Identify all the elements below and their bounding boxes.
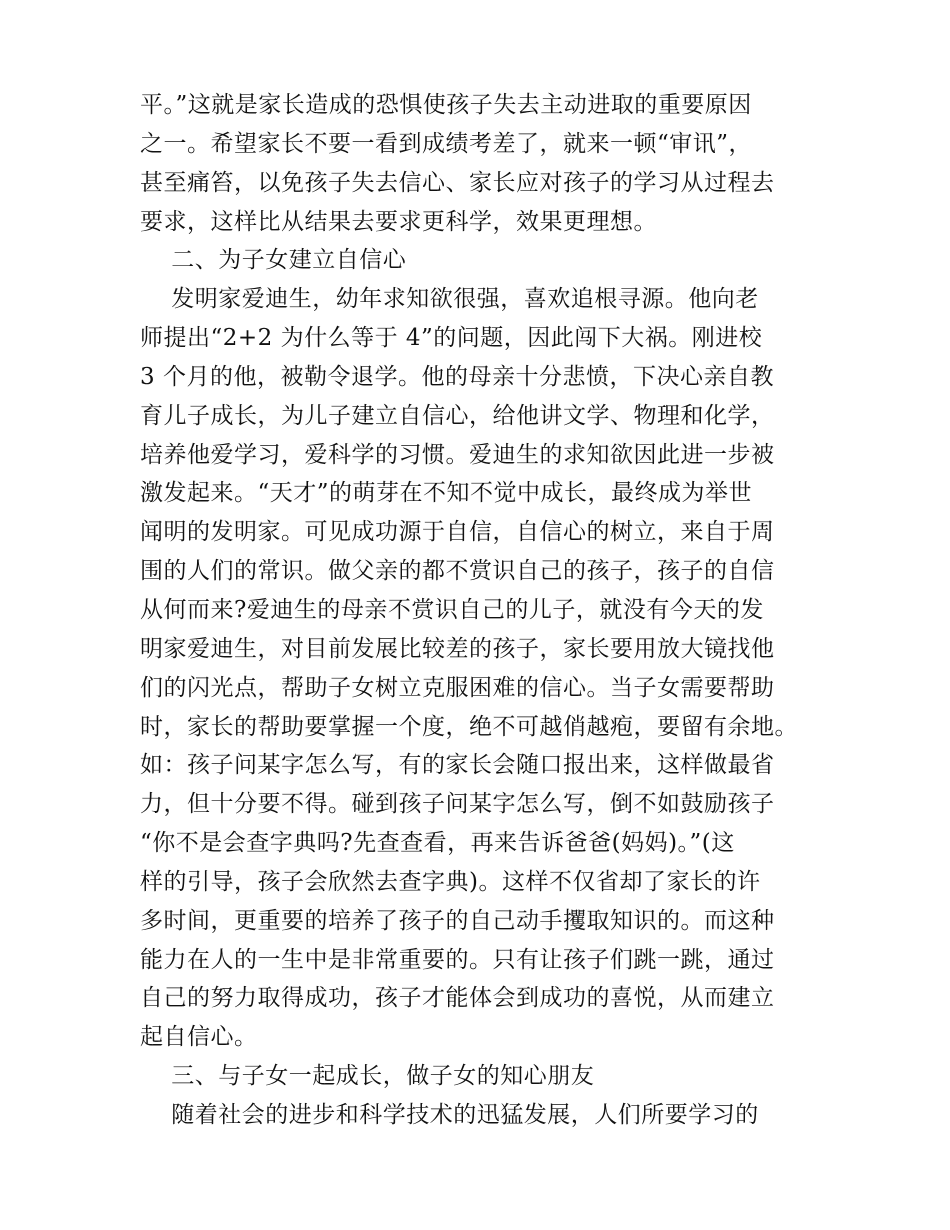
text-line: 平。”这就是家长造成的恐惧使孩子失去主动进取的重要原因 bbox=[140, 92, 752, 118]
text-line: 发明家爱迪生，幼年求知欲很强，喜欢追根寻源。他向老 bbox=[140, 286, 759, 313]
text-line: 多时间，更重要的培养了孩子的自己动手攫取知识的。而这种 bbox=[140, 907, 775, 934]
text-line: 时，家长的帮助要掌握一个度，绝不可越俏越疱，要留有余地。 bbox=[140, 713, 798, 740]
section-heading: 二、为子女建立自信心 bbox=[140, 247, 407, 274]
body-text bbox=[140, 86, 820, 1135]
text-line: 明家爱迪生，对目前发展比较差的孩子，家长要用放大镜找他 bbox=[140, 635, 775, 662]
text-line: 要求，这样比从结果去要求更科学，效果更理想。 bbox=[140, 208, 657, 235]
text-line: 3 个月的他，被勒令退学。他的母亲十分悲愤，下决心亲自教 bbox=[140, 363, 774, 390]
text-line: 们的闪光点，帮助子女树立克服困难的信心。当子女需要帮助 bbox=[140, 674, 775, 701]
text-line: 样的引导，孩子会欣然去查字典)。这样不仅省却了家长的许 bbox=[140, 868, 761, 895]
text-line: 如：孩子问某字怎么写，有的家长会随口报出来，这样做最省 bbox=[140, 752, 775, 779]
text-line: 激发起来。“天才”的萌芽在不知不觉中成长，最终成为举世 bbox=[140, 480, 753, 507]
text-line: 甚至痛笞，以免孩子失去信心、家长应对孩子的学习从过程去 bbox=[140, 169, 775, 196]
text-line: 闻明的发明家。可见成功源于自信，自信心的树立，来自于周 bbox=[140, 519, 775, 546]
text-line: 起自信心。 bbox=[140, 1024, 258, 1051]
text-line: 围的人们的常识。做父亲的都不赏识自己的孩子，孩子的自信 bbox=[140, 558, 775, 585]
text-line: 自己的努力取得成功，孩子才能体会到成功的喜悦，从而建立 bbox=[140, 985, 775, 1012]
text-line: 从何而来?爱迪生的母亲不赏识自己的儿子，就没有今天的发 bbox=[140, 596, 764, 623]
text-line: 培养他爱学习，爱科学的习惯。爱迪生的求知欲因此进一步被 bbox=[140, 441, 775, 468]
text-line: 能力在人的一生中是非常重要的。只有让孩子们跳一跳，通过 bbox=[140, 946, 775, 973]
text-line: 之一。希望家长不要一看到成绩考差了，就来一顿“审讯”， bbox=[140, 130, 753, 157]
section-heading: 三、与子女一起成长，做子女的知心朋友 bbox=[140, 1063, 595, 1090]
text-line: 随着社会的进步和科学技术的迅猛发展，人们所要学习的 bbox=[140, 1101, 759, 1128]
text-line: 育儿子成长，为儿子建立自信心，给他讲文学、物理和化学， bbox=[140, 402, 775, 429]
text-line: 师提出“2+2 为什么等于 4”的问题，因此闯下大祸。刚进校 bbox=[140, 325, 763, 352]
text-line: 力，但十分要不得。碰到孩子问某字怎么写，倒不如鼓励孩子 bbox=[140, 791, 775, 818]
text-line: “你不是会查字典吗?先查查看，再来告诉爸爸(妈妈)。”(这 bbox=[140, 830, 735, 857]
